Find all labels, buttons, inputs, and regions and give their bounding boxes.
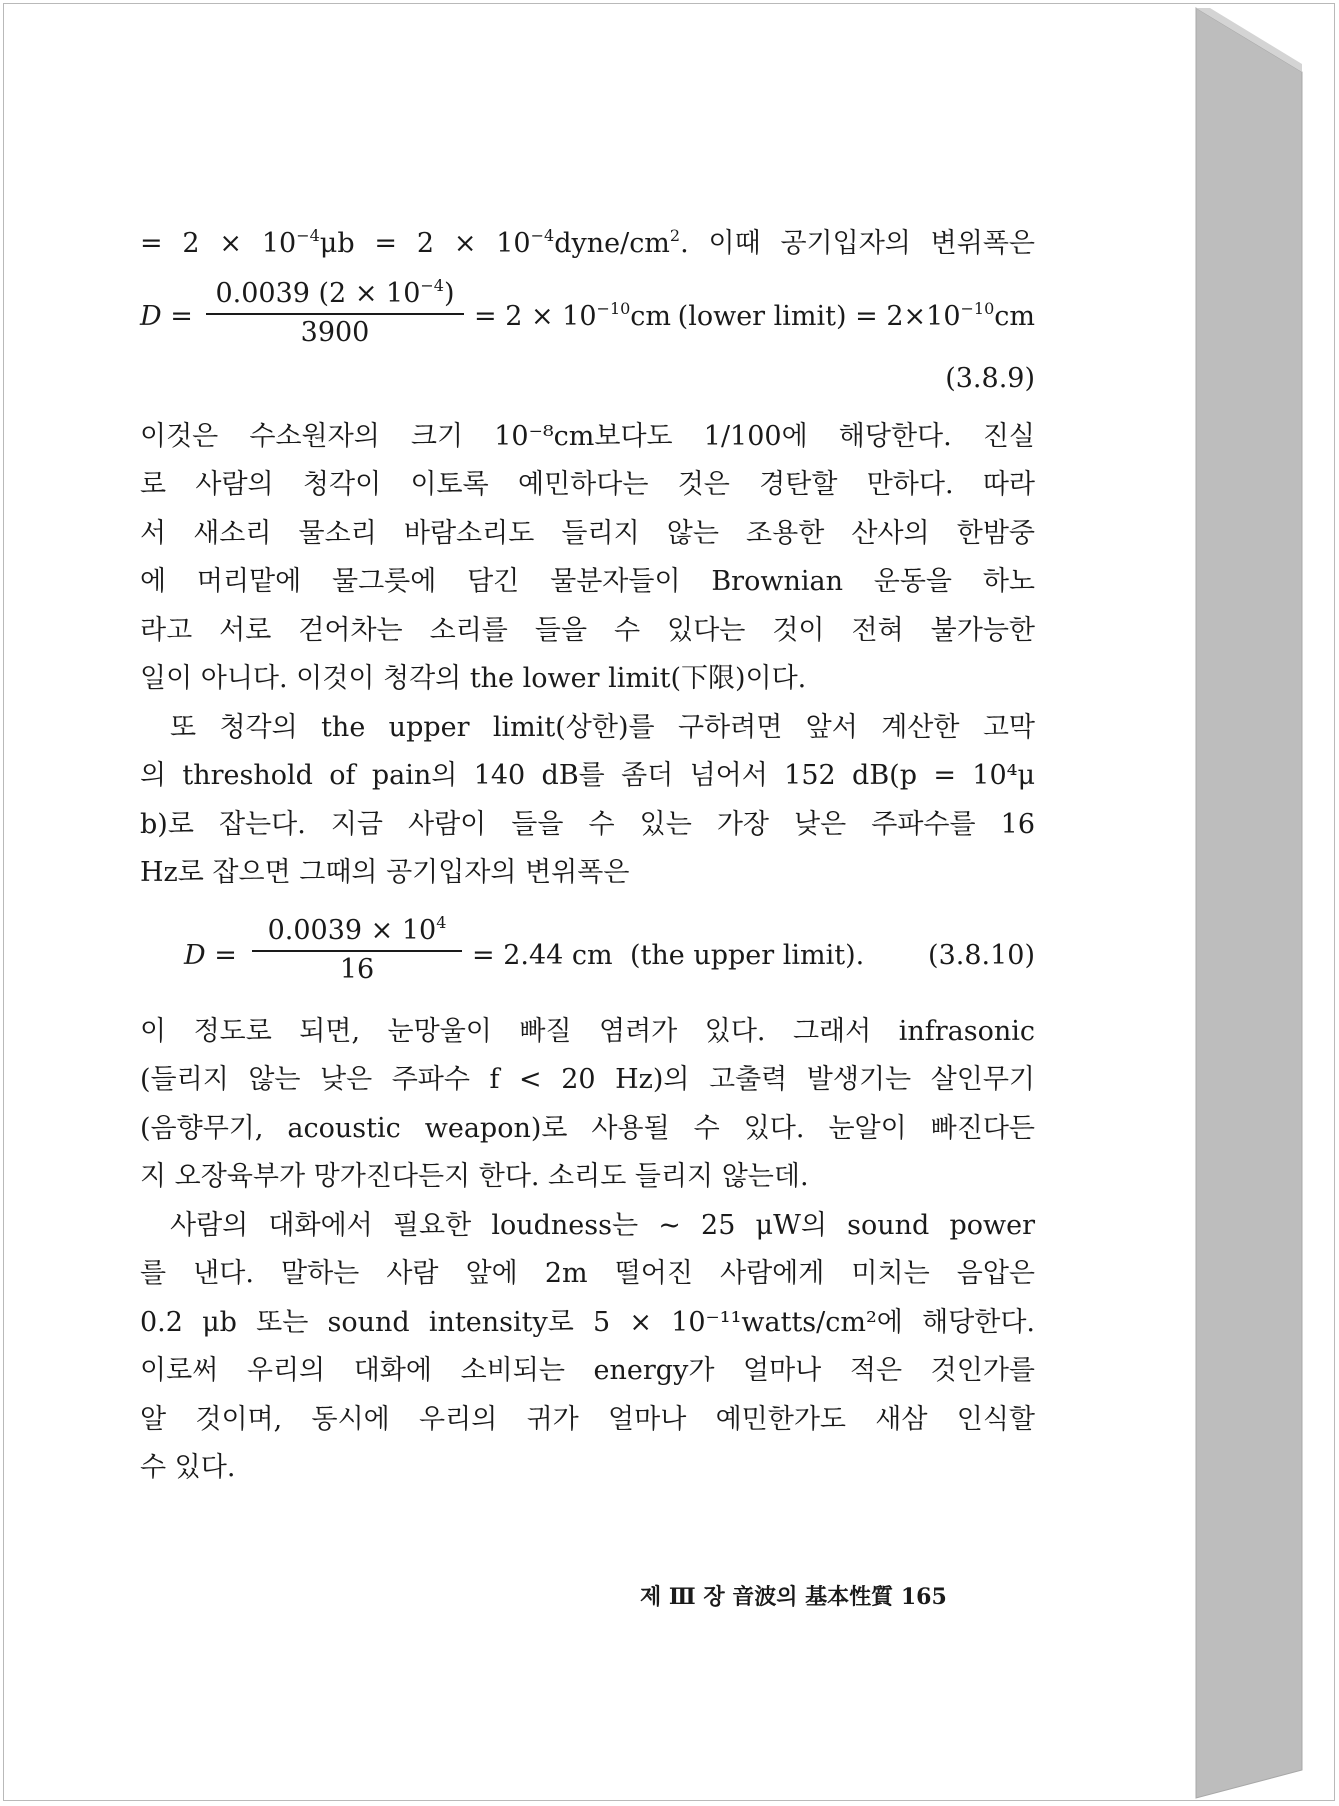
fraction-denominator: 16 <box>339 953 375 985</box>
text-line: Hz로 잡으면 그때의 공기입자의 변위폭은 <box>140 857 630 888</box>
equation-rhs: = $2 \times 10^{-10}cm$ <box>474 298 672 332</box>
equation-note: (the upper limit). <box>630 939 865 971</box>
equation-3-8-9 <box>140 275 1035 355</box>
paragraph-4 <box>140 1202 1035 1493</box>
page-footer-running-head: 제 Ⅲ 장 音波의 基本性質 165 <box>640 1584 947 1610</box>
equation-lhs: D = <box>140 300 193 332</box>
equation-fraction <box>206 275 464 351</box>
fraction-numerator: $0.0039 \times 10^4$ <box>252 912 462 952</box>
equation-fraction <box>252 912 462 988</box>
page-body <box>140 220 1035 1493</box>
equation-number: (3.8.10) <box>928 939 1035 971</box>
text-line: 로 사람의 청각이 이토록 예민하다는 것은 경탄할 만하다. 따라 <box>140 469 1035 500</box>
equation-number: (3.8.9) <box>945 362 1035 394</box>
text-line: 를 낸다. 말하는 사람 앞에 2m 떨어진 사람에게 미치는 음압은 <box>140 1258 1035 1289</box>
text-line: 사람의 대화에서 필요한 loudness는 ~ 25 μW의 sound power <box>170 1209 1035 1241</box>
text-line: 지 오장육부가 망가진다든지 한다. 소리도 들리지 않는데. <box>140 1161 809 1192</box>
text-line: b)로 잡는다. 지금 사람이 들을 수 있는 가장 낮은 주파수를 16 <box>140 808 1035 840</box>
text-line: (음향무기, acoustic weapon)로 사용될 수 있다. 눈알이 빠진다든 <box>140 1112 1035 1144</box>
text-line: (들리지 않는 낮은 주파수 f < 20 Hz)의 고출력 발생기는 살인무기 <box>140 1064 1035 1095</box>
text-line: 알 것이며, 동시에 우리의 귀가 얼마나 예민한가도 새삼 인식할 <box>140 1403 1035 1435</box>
fraction-numerator: 0.0039 $(2 \times 10^{-4})$ <box>206 275 464 315</box>
paragraph-3 <box>140 1008 1035 1202</box>
equation-3-8-10 <box>140 912 1035 1000</box>
text-line: 이것은 수소원자의 크기 10⁻⁸cm보다도 1/100에 해당한다. 진실 <box>140 420 1035 452</box>
text-line: 또 청각의 the upper limit(상한)를 구하려면 앞서 계산한 고막 <box>170 711 1035 743</box>
fraction-denominator: 3900 <box>300 316 370 348</box>
equation-lead-line: = $2 \times 10^{-4}\mu b = 2$ × $10^{-4}dyne/cm^2$. 이때 공기입자의 변위폭은 <box>140 226 1035 259</box>
text-line: 의 threshold of pain의 140 dB를 좀더 넘어서 152 dB(p = 10⁴μ <box>140 760 1035 791</box>
equation-lower-limit: (lower limit) = $2\times 10^{-10}cm$ <box>677 298 1035 332</box>
text-line: 0.2 μb 또는 sound intensity로 5 × 10⁻¹¹watts/cm²에 해당한다. <box>140 1306 1035 1338</box>
text-line: 일이 아니다. 이것이 청각의 the lower limit(下限)이다. <box>140 663 807 694</box>
text-line: 수 있다. <box>140 1452 236 1483</box>
paragraph-1 <box>140 413 1035 704</box>
text-line: 에 머리맡에 물그릇에 담긴 물분자들이 Brownian 운동을 하노 <box>140 566 1035 597</box>
equation-lhs: D = <box>184 939 237 971</box>
text-line: 이 정도로 되면, 눈망울이 빠질 염려가 있다. 그래서 infrasonic <box>140 1015 1035 1047</box>
equation-rhs: = 2.44 cm <box>472 939 613 971</box>
text-line: 서 새소리 물소리 바람소리도 들리지 않는 조용한 산사의 한밤중 <box>140 517 1035 549</box>
text-line: 라고 서로 걷어차는 소리를 들을 수 있다는 것이 전혀 불가능한 <box>140 614 1035 646</box>
text-line: 이로써 우리의 대화에 소비되는 energy가 얼마나 적은 것인가를 <box>140 1355 1035 1386</box>
paragraph-2 <box>140 704 1035 898</box>
